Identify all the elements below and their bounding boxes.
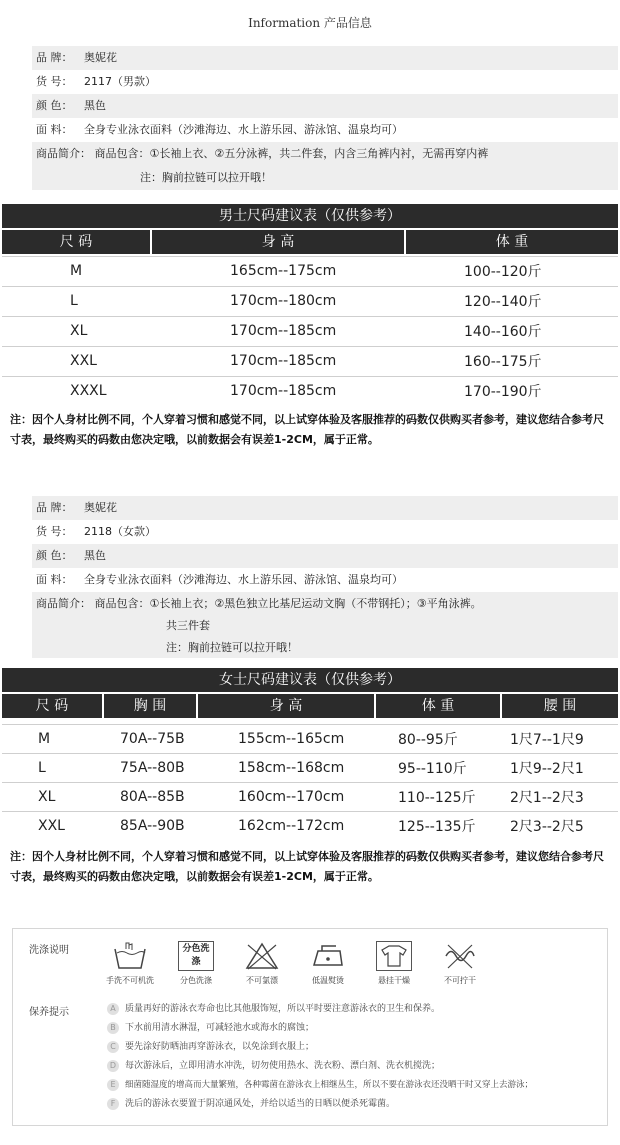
cell-waist: 2尺1--2尺3	[510, 789, 584, 806]
cell-waist: 1尺7--1尺9	[510, 731, 584, 748]
header-size: 尺 码	[2, 230, 150, 254]
wash-icon-item: 分色洗涤 分色洗涤	[171, 941, 221, 986]
info-row-sku: 货 号： 2118（女款）	[36, 525, 156, 538]
table-row	[2, 286, 618, 314]
cell-size: L	[70, 292, 78, 309]
cell-weight: 125--135斤	[398, 818, 476, 835]
hang-dry-icon	[376, 941, 412, 971]
cell-weight: 95--110斤	[398, 760, 467, 777]
info-row-brand: 品 牌： 奥妮花	[32, 46, 618, 70]
cell-bust: 75A--80B	[120, 759, 185, 776]
care-label: 保养提示	[29, 1007, 69, 1018]
women-size-note: 注：因个人身材比例不同，个人穿着习惯和感觉不同，以上试穿体验及客服推荐的码数仅供购买者参考，建议您结合参考尺寸表，最终购买的码数由您决定哦，以前数据会有误差1-2CM，属于正常。	[10, 850, 604, 883]
separate-wash-icon: 分色洗涤	[178, 941, 214, 971]
low-temp-iron-icon	[310, 941, 346, 971]
cell-bust: 85A--90B	[120, 817, 185, 834]
page-title: Information 产品信息	[248, 16, 372, 30]
table-row	[2, 376, 618, 404]
info-row-color: 颜 色： 黑色	[32, 94, 618, 118]
info-row-color: 颜 色： 黑色	[32, 544, 618, 568]
info-row-summary: 商品简介： 商品包含：①长袖上衣、②五分泳裤，共二件套，内含三角裤内衬，无需再穿内裤 注：胸前拉链可以拉开哦！	[32, 142, 618, 190]
men-table-title: 男士尺码建议表（仅供参考）	[2, 204, 618, 228]
men-info-block	[32, 46, 618, 190]
cell-height: 155cm--165cm	[238, 730, 345, 747]
cell-height: 170cm--185cm	[230, 382, 337, 399]
table-row	[2, 316, 618, 344]
wash-icon-item: 手洗不可机洗	[105, 941, 155, 986]
no-bleach-icon	[244, 941, 280, 971]
cell-bust: 70A--75B	[120, 730, 185, 747]
no-wring-icon	[442, 941, 478, 971]
header-height: 身 高	[152, 230, 404, 254]
header-waist: 腰 围	[502, 694, 618, 718]
cell-size: XXL	[70, 352, 97, 369]
men-size-note: 注：因个人身材比例不同，个人穿着习惯和感觉不同，以上试穿体验及客服推荐的码数仅供购买者参考，建议您结合参考尺寸表，最终购买的码数由您决定哦，以前数据会有误差1-2CM，属于正常。	[10, 413, 604, 446]
cell-weight: 140--160斤	[464, 323, 542, 340]
cell-size: XL	[38, 788, 56, 805]
cell-size: L	[38, 759, 46, 776]
table-row	[2, 724, 618, 752]
header-height: 身 高	[198, 694, 374, 718]
info-row-sku: 货 号： 2117（男款）	[36, 75, 156, 88]
header-size: 尺 码	[2, 694, 102, 718]
cell-height: 162cm--172cm	[238, 817, 345, 834]
info-row-brand: 品 牌： 奥妮花	[32, 496, 618, 520]
header-weight: 体 重	[406, 230, 618, 254]
info-row-fabric: 面 料： 全身专业泳衣面料（沙滩海边、水上游乐园、游泳馆、温泉均可）	[36, 573, 403, 586]
table-row	[2, 782, 618, 810]
cell-waist: 2尺3--2尺5	[510, 818, 584, 835]
women-table-title: 女士尺码建议表（仅供参考）	[2, 668, 618, 692]
care-tip: F 洗后的游泳衣要置于阴凉通风处，并给以适当的日晒以便杀死霉菌。	[107, 1096, 395, 1113]
women-table-header	[2, 694, 618, 718]
cell-weight: 170--190斤	[464, 383, 542, 400]
cell-size: M	[38, 730, 51, 747]
cell-weight: 160--175斤	[464, 353, 542, 370]
men-table-header	[2, 230, 618, 254]
header-weight: 体 重	[376, 694, 500, 718]
cell-size: M	[70, 262, 83, 279]
care-tip: C 要先涂好防晒油再穿游泳衣，以免涂到衣服上；	[107, 1039, 314, 1056]
cell-weight: 100--120斤	[464, 263, 542, 280]
cell-weight: 80--95斤	[398, 731, 458, 748]
cell-height: 170cm--180cm	[230, 292, 337, 309]
info-row-summary: 商品简介： 商品包含：①长袖上衣；②黑色独立比基尼运动文胸（不带钢托）；③平角泳裤。 共三件套 注：胸前拉链可以拉开哦！	[32, 592, 618, 658]
wash-icon-item: 低温熨烫	[303, 941, 353, 986]
cell-size: XL	[70, 322, 88, 339]
wash-label: 洗涤说明	[29, 945, 69, 956]
care-instructions-box	[12, 928, 608, 1126]
cell-height: 165cm--175cm	[230, 262, 337, 279]
women-info-block	[32, 496, 618, 658]
table-row	[2, 256, 618, 284]
cell-height: 170cm--185cm	[230, 322, 337, 339]
cell-weight: 110--125斤	[398, 789, 476, 806]
table-row	[2, 753, 618, 781]
info-row-fabric: 面 料： 全身专业泳衣面料（沙滩海边、水上游乐园、游泳馆、温泉均可）	[36, 123, 403, 136]
cell-waist: 1尺9--2尺1	[510, 760, 584, 777]
wash-icon-item: 不可氯漂	[237, 941, 287, 986]
cell-bust: 80A--85B	[120, 788, 185, 805]
header-bust: 胸 围	[104, 694, 196, 718]
care-tip: D 每次游泳后，立即用清水冲洗，切勿使用热水、洗衣粉、漂白剂、洗衣机搅洗；	[107, 1058, 440, 1075]
care-tip: E 细菌随湿度的增高而大量繁殖，各种霉菌在游泳衣上相继丛生，所以不要在游泳衣还没晒干时又穿上去游泳；	[107, 1077, 533, 1094]
cell-height: 158cm--168cm	[238, 759, 345, 776]
cell-height: 160cm--170cm	[238, 788, 345, 805]
care-tip: B 下水前用清水淋湿，可减轻池水或海水的腐蚀；	[107, 1020, 314, 1037]
care-tip: A 质量再好的游泳衣寿命也比其他服饰短，所以平时要注意游泳衣的卫生和保养。	[107, 1001, 440, 1018]
cell-size: XXL	[38, 817, 65, 834]
table-row	[2, 811, 618, 839]
wash-icon-item: 不可拧干	[435, 941, 485, 986]
cell-weight: 120--140斤	[464, 293, 542, 310]
cell-height: 170cm--185cm	[230, 352, 337, 369]
wash-icon-item: 悬挂干燥	[369, 941, 419, 986]
cell-size: XXXL	[70, 382, 107, 399]
hand-wash-icon	[112, 941, 148, 971]
table-row	[2, 346, 618, 374]
